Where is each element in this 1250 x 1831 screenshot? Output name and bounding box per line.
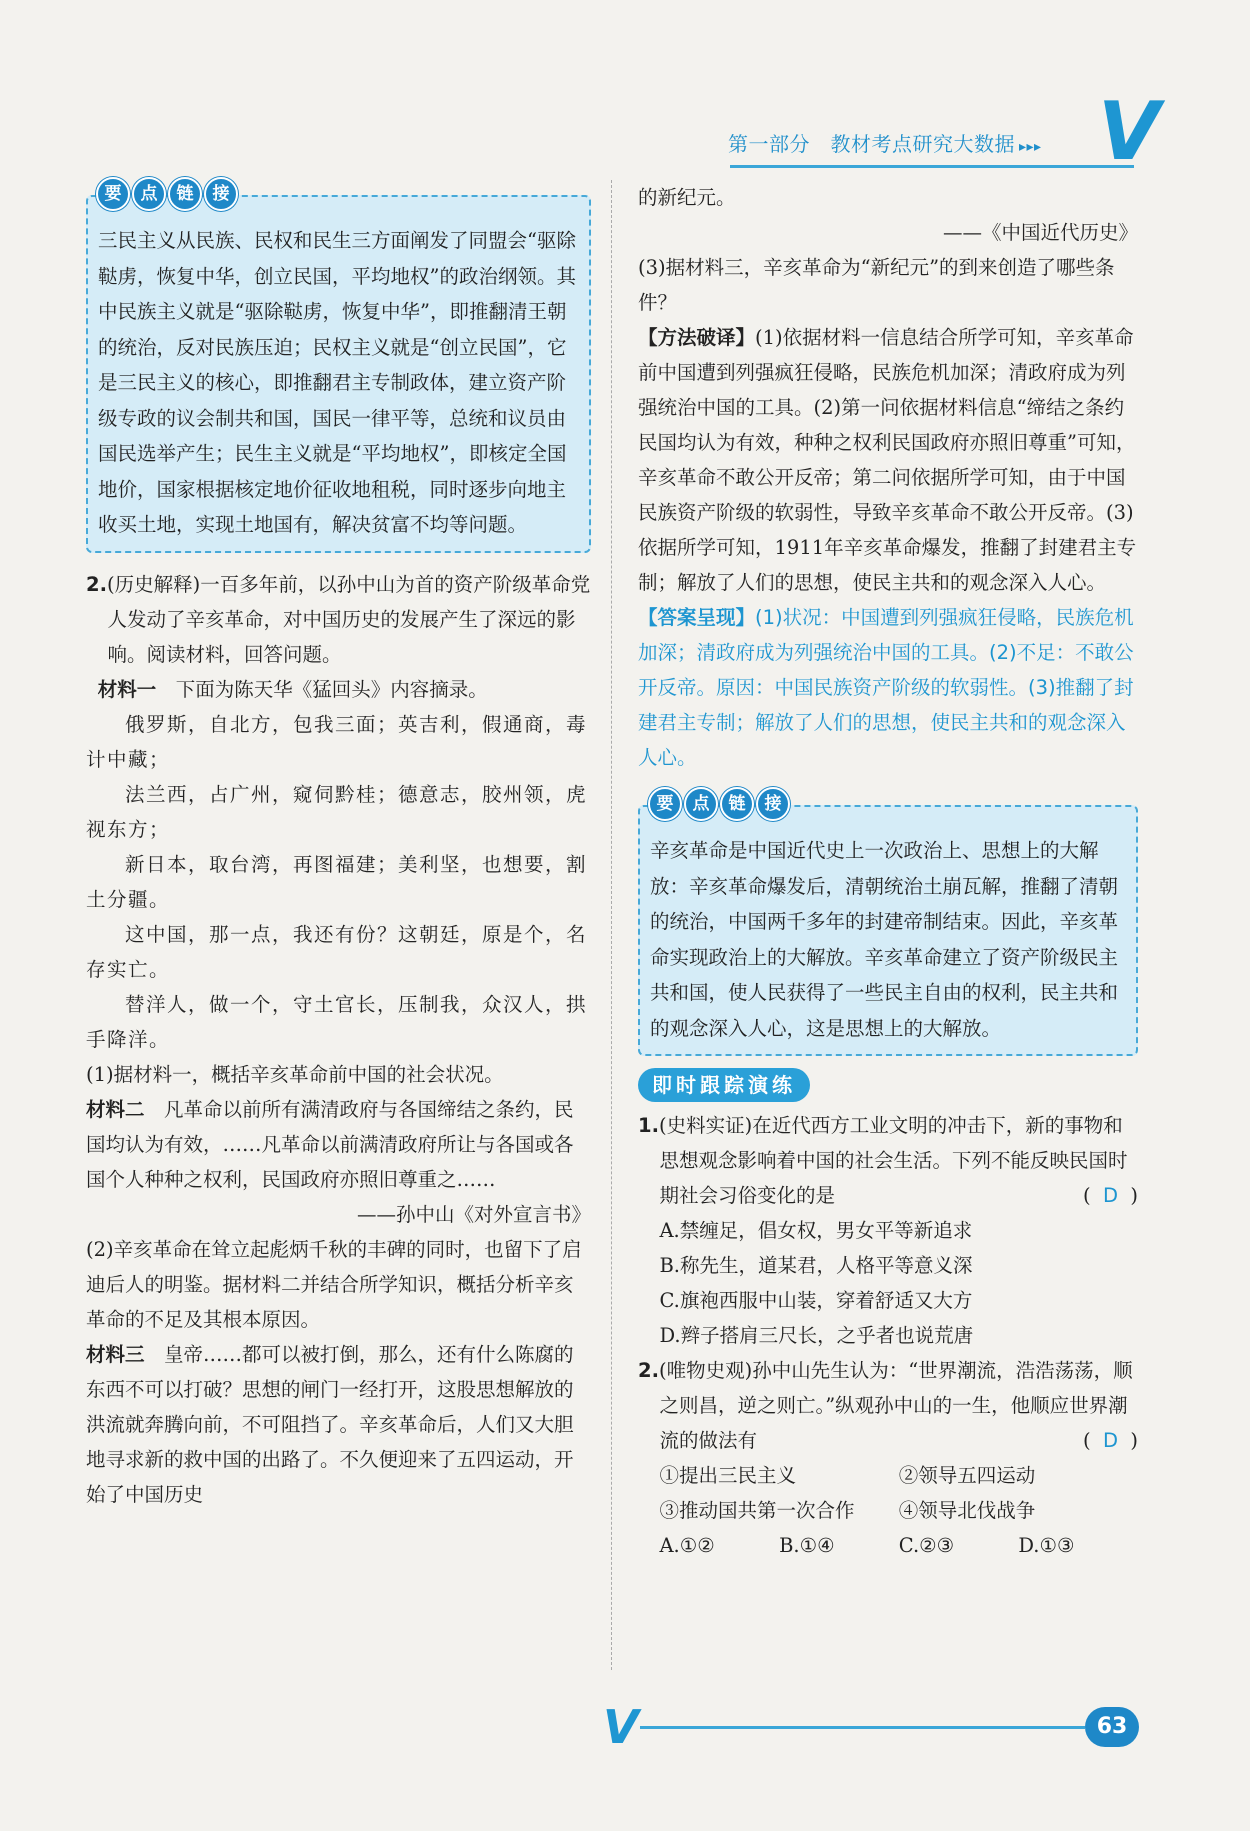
sub-question-1: (1)据材料一，概括辛亥革命前中国的社会状况。 bbox=[86, 1062, 504, 1086]
material-3 bbox=[86, 1337, 591, 1512]
option-b: B.①④ bbox=[779, 1534, 835, 1557]
method-text: (1)依据材料一信息结合所学可知，辛亥革命前中国遭到列强疯狂侵略，民族危机加深；清政府成为列强统治中国的工具。(2)第一问依据材料信息“缔结之条约民国均认为有效，种种之权利民国政府亦照旧尊重”可知，辛亥革命不敢公开反帝；第二问依据所学可知，由于中国民族资产阶级的软弱性，导致辛亥革命不敢公开反帝。(3)依据所学可知，1911年辛亥革命爆发，推翻了封建君主专制；解放了人们的思想，使民主共和的观念深入人心。 bbox=[638, 326, 1137, 594]
page-number: 63 bbox=[1085, 1707, 1139, 1747]
option-b: B.称先生，道某君，人格平等意义深 bbox=[659, 1254, 973, 1277]
statement-item: ②领导五四运动 bbox=[898, 1464, 1036, 1487]
question-stem-text: (史料实证)在近代西方工业文明的冲击下，新的事物和思想观念影响着中国的社会生活。下列不能反映民国时期社会习俗变化的是 bbox=[658, 1114, 1128, 1207]
practice-2-stem bbox=[638, 1353, 1138, 1458]
title-char: 链 bbox=[168, 177, 202, 211]
poem-line: 这中国，那一点，我还有份？这朝廷，原是个，名存实亡。 bbox=[86, 922, 588, 981]
options-row bbox=[638, 1528, 1138, 1563]
material-3-label: 材料三 bbox=[86, 1342, 145, 1366]
poem-line: 新日本，取台湾，再图福建；美利坚，也想要，割土分疆。 bbox=[86, 852, 588, 911]
practice-question-1 bbox=[638, 1108, 1138, 1353]
material-1-intro-text: 下面为陈天华《猛回头》内容摘录。 bbox=[156, 677, 488, 701]
left-column bbox=[86, 184, 591, 1512]
header-rule bbox=[730, 165, 1134, 168]
option-c: C.②③ bbox=[898, 1534, 955, 1557]
key-point-box-1 bbox=[86, 184, 591, 553]
practice-section-title: 即时跟踪演练 bbox=[638, 1068, 810, 1102]
option-c: C.旗袍西服中山装，穿着舒适又大方 bbox=[659, 1289, 973, 1312]
answer-text: (1)状况：中国遭到列强疯狂侵略，民族危机加深；清政府成为列强统治中国的工具。(2)不足：不敢公开反帝。原因：中国民族资产阶级的软弱性。(3)推翻了封建君主专制；解放了人们的思想，使民主共和的观念深入人心。 bbox=[638, 606, 1134, 769]
choice-answer: D bbox=[1102, 1184, 1118, 1207]
answer-presentation bbox=[638, 600, 1138, 775]
answer-bracket: ( D ) bbox=[1082, 1429, 1138, 1452]
question-number: 1. bbox=[638, 1114, 659, 1137]
sub-question-3: (3)据材料三，辛亥革命为“新纪元”的到来创造了哪些条件？ bbox=[638, 256, 1115, 314]
title-char: 接 bbox=[204, 177, 238, 211]
option-d: D.①③ bbox=[1018, 1534, 1075, 1557]
sub-question-2: (2)辛亥革命在耸立起彪炳千秋的丰碑的同时，也留下了启迪后人的明鉴。据材料二并结合所学知识，概括分析辛亥革命的不足及其根本原因。 bbox=[86, 1237, 582, 1331]
header-section-text: 第一部分 教材考点研究大数据 bbox=[728, 132, 1015, 156]
option-d: D.辫子搭肩三尺长，之乎者也说荒唐 bbox=[659, 1324, 974, 1347]
right-column bbox=[638, 180, 1138, 1563]
question-number: 2. bbox=[638, 1359, 659, 1382]
question-2-stem bbox=[86, 567, 591, 672]
key-point-title-1 bbox=[96, 177, 238, 211]
header-logo: V bbox=[1098, 85, 1160, 178]
answer-label: 【答案呈现】 bbox=[638, 606, 756, 629]
statement-item: ①提出三民主义 bbox=[659, 1464, 796, 1487]
answer-bracket: ( D ) bbox=[1082, 1184, 1138, 1207]
material-2-label: 材料二 bbox=[86, 1097, 145, 1121]
header-arrows-icon: ▸▸▸ bbox=[1019, 139, 1042, 155]
practice-question-2 bbox=[638, 1353, 1138, 1563]
material-3-text: 皇帝……都可以被打倒，那么，还有什么陈腐的东西不可以打破？思想的闸门一经打开，这股思想解放的洪流就奔腾向前，不可阻挡了。辛亥革命后，人们又大胆地寻求新的救中国的出路了。不久便迎来了五四运动，开始了中国历史 bbox=[86, 1342, 574, 1506]
question-stem-text: (历史解释)一百多年前，以孙中山为首的资产阶级革命党人发动了辛亥革命，对中国历史的发展产生了深远的影响。阅读材料，回答问题。 bbox=[106, 572, 591, 666]
method-label: 【方法破译】 bbox=[638, 326, 756, 349]
footer-logo: V bbox=[603, 1700, 639, 1754]
key-point-title-2 bbox=[648, 787, 790, 821]
title-char: 点 bbox=[132, 177, 166, 211]
question-number: 2. bbox=[86, 572, 107, 596]
statement-item: ③推动国共第一次合作 bbox=[659, 1499, 855, 1522]
key-point-text-2: 辛亥革命是中国近代史上一次政治上、思想上的大解放：辛亥革命爆发后，清朝统治土崩瓦解，推翻了清朝的统治，中国两千多年的封建帝制结束。因此，辛亥革命实现政治上的大解放。辛亥革命建立了资产阶级民主共和国，使人民获得了一些民主自由的权利，民主共和的观念深入人心，这是思想上的大解放。 bbox=[650, 839, 1119, 1040]
material-3-end: 的新纪元。 bbox=[638, 186, 736, 209]
material-2-text: 凡革命以前所有满清政府与各国缔结之条约，民国均认为有效，……凡革命以前满清政府所让与各国或各国个人种种之权利，民国政府亦照旧尊重之…… bbox=[86, 1097, 574, 1191]
material-1-label: 材料一 bbox=[97, 677, 157, 701]
method-analysis bbox=[638, 320, 1138, 600]
header-section-title bbox=[728, 128, 1042, 157]
title-char: 接 bbox=[756, 787, 790, 821]
material-2-source: ——孙中山《对外宣言书》 bbox=[356, 1202, 591, 1226]
key-point-box-2 bbox=[638, 794, 1138, 1056]
choice-answer: D bbox=[1102, 1429, 1118, 1452]
question-2 bbox=[86, 567, 591, 1512]
material-2 bbox=[86, 1092, 591, 1197]
column-divider bbox=[611, 180, 612, 1670]
title-char: 链 bbox=[720, 787, 754, 821]
poem-line: 俄罗斯，自北方，包我三面；英吉利，假通商，毒计中藏； bbox=[86, 712, 588, 771]
title-char: 点 bbox=[684, 787, 718, 821]
material-3-source: ——《中国近代历史》 bbox=[942, 221, 1138, 244]
statement-item: ④领导北伐战争 bbox=[898, 1499, 1036, 1522]
key-point-text-1: 三民主义从民族、民权和民生三方面阐发了同盟会“驱除鞑虏，恢复中华，创立民国，平均地权”的政治纲领。其中民族主义就是“驱除鞑虏，恢复中华”，即推翻清王朝的统治，反对民族压迫；民权主义就是“创立民国”，它是三民主义的核心，即推翻君主专制政体，建立资产阶级专政的议会制共和国，国民一律平等，总统和议员由国民选举产生；民生主义就是“平均地权”，即核定全国地价，国家根据核定地价征收地租税，同时逐步向地主收买土地，实现土地国有，解决贫富不均等问题。 bbox=[98, 229, 576, 536]
title-char: 要 bbox=[96, 177, 130, 211]
footer-rule bbox=[640, 1726, 1085, 1729]
option-a: A.①② bbox=[659, 1534, 715, 1557]
poem-line: 法兰西，占广州，窥伺黔桂；德意志，胶州领，虎视东方； bbox=[86, 782, 588, 841]
statement-row bbox=[638, 1458, 1138, 1493]
title-char: 要 bbox=[648, 787, 682, 821]
question-stem-text: (唯物史观)孙中山先生认为：“世界潮流，浩浩荡荡，顺之则昌，逆之则亡。”纵观孙中山的一生，他顺应世界潮流的做法有 bbox=[658, 1359, 1133, 1452]
poem-line: 替洋人，做一个，守土官长，压制我，众汉人，拱手降洋。 bbox=[86, 992, 588, 1051]
statement-row bbox=[638, 1493, 1138, 1528]
practice-1-stem bbox=[638, 1108, 1138, 1213]
option-a: A.禁缠足，倡女权，男女平等新追求 bbox=[659, 1219, 973, 1242]
material-1-intro bbox=[86, 672, 591, 707]
